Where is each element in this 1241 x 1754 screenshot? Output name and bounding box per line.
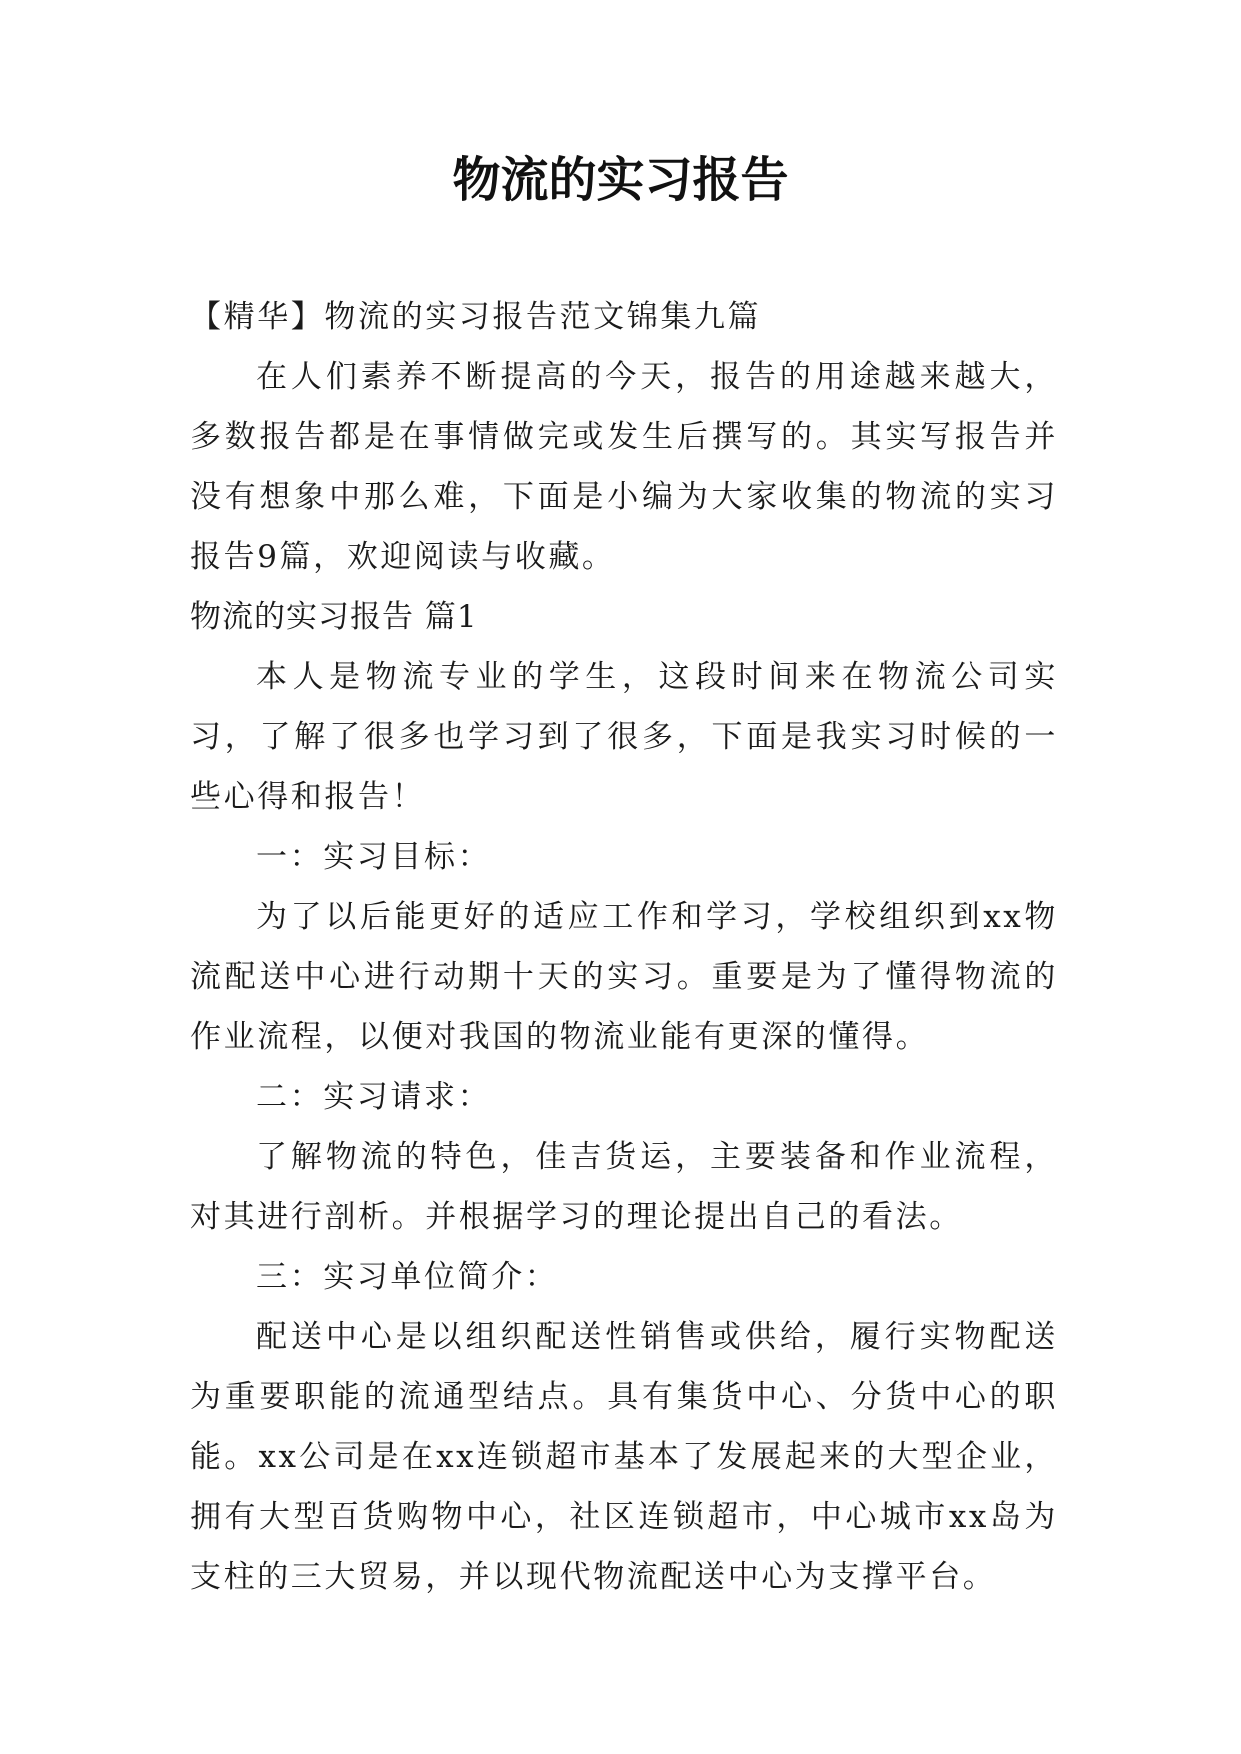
document-body xyxy=(190,287,1058,1607)
intro-paragraph: 在人们素养不断提高的今天，报告的用途越来越大，多数报告都是在事情做完或发生后撰写的。其实写报告并没有想象中那么难，下面是小编为大家收集的物流的实习报告9篇，欢迎阅读与收藏。 xyxy=(190,359,1058,575)
body-paragraph: 了解物流的特色，佳吉货运，主要装备和作业流程，对其进行剖析。并根据学习的理论提出自己的看法。 xyxy=(190,1139,1058,1235)
body-paragraph: 为了以后能更好的适应工作和学习，学校组织到xx物流配送中心进行动期十天的实习。重要是为了懂得物流的作业流程，以便对我国的物流业能有更深的懂得。 xyxy=(190,899,1058,1055)
item-heading-goal: 一：实习目标： xyxy=(256,839,492,875)
document-subtitle: 【精华】物流的实习报告范文锦集九篇 xyxy=(190,299,762,335)
item-heading-unit: 三：实习单位简介： xyxy=(256,1259,559,1295)
document-title: 物流的实习报告 xyxy=(452,152,789,208)
section-heading: 物流的实习报告 篇1 xyxy=(190,599,478,635)
item-heading-requirement: 二：实习请求： xyxy=(256,1079,492,1115)
body-paragraph: 本人是物流专业的学生，这段时间来在物流公司实习，了解了很多也学习到了很多，下面是我实习时候的一些心得和报告！ xyxy=(190,659,1058,815)
body-paragraph: 配送中心是以组织配送性销售或供给，履行实物配送为重要职能的流通型结点。具有集货中心、分货中心的职能。xx公司是在xx连锁超市基本了发展起来的大型企业，拥有大型百货购物中心，社区连锁超市，中心城市xx岛为支柱的三大贸易，并以现代物流配送中心为支撑平台。 xyxy=(190,1319,1058,1595)
